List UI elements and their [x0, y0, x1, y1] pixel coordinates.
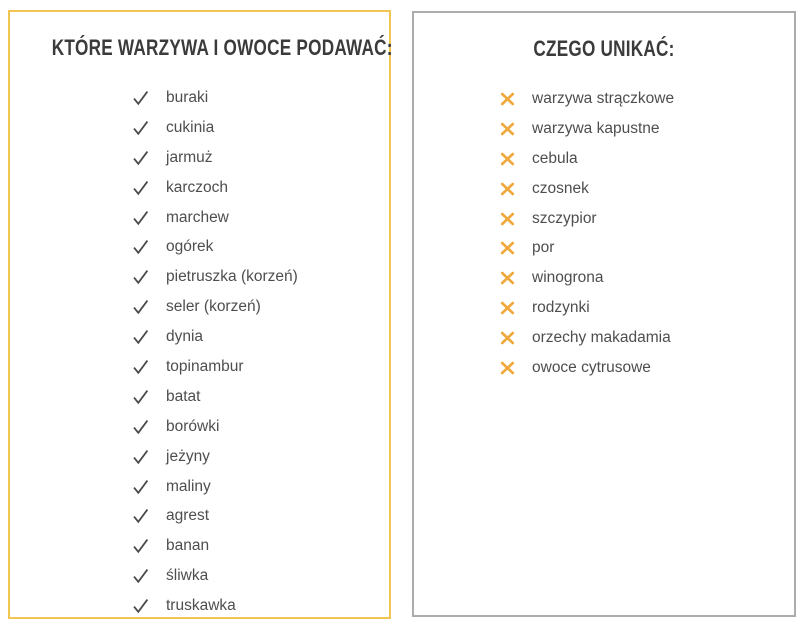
cross-icon [500, 331, 515, 345]
list-item-label: warzywa strączkowe [532, 89, 675, 107]
list-item [132, 352, 389, 382]
list-item-label: banan [166, 537, 210, 555]
list-item-label: rodzynki [532, 299, 590, 317]
check-icon [132, 479, 149, 495]
cross-icon [500, 301, 515, 315]
list-item-label: karczoch [166, 178, 229, 196]
list-item [132, 173, 389, 203]
list-item [132, 531, 389, 561]
list-item [132, 322, 389, 352]
list-item-label: topinambur [166, 357, 244, 375]
list-item-label: jarmuż [166, 148, 213, 166]
list-item-label: cukinia [166, 118, 215, 136]
list-item [500, 233, 794, 263]
list-item [132, 83, 389, 113]
check-icon [132, 419, 149, 435]
avoid-panel-title: CZEGO UNIKAĆ: [533, 36, 675, 61]
list-item [500, 293, 794, 323]
list-item [500, 263, 794, 293]
list-item [132, 113, 389, 143]
cross-icon [500, 152, 515, 166]
check-icon [132, 120, 149, 136]
check-icon [132, 299, 149, 315]
list-item [132, 262, 389, 292]
list-item-label: seler (korzeń) [166, 298, 261, 316]
avoid-panel [412, 11, 796, 617]
avoid-list [414, 84, 794, 383]
cross-icon [500, 241, 515, 255]
list-item-label: maliny [166, 477, 211, 495]
check-icon [132, 568, 149, 584]
list-item-label: śliwka [166, 567, 209, 585]
check-icon [132, 269, 149, 285]
list-item-label: cebula [532, 149, 578, 167]
list-item-label: owoce cytrusowe [532, 358, 651, 376]
list-item [132, 501, 389, 531]
check-icon [132, 538, 149, 554]
cross-icon [500, 122, 515, 136]
check-icon [132, 598, 149, 614]
cross-icon [500, 361, 515, 375]
check-icon [132, 210, 149, 226]
allowed-panel-title: KTÓRE WARZYWA I OWOCE PODAWAĆ: [51, 35, 393, 60]
check-icon [132, 180, 149, 196]
list-item-label: marchew [166, 208, 229, 226]
list-item [132, 203, 389, 233]
list-item [500, 204, 794, 234]
allowed-panel [8, 10, 391, 619]
list-item [132, 232, 389, 262]
list-item-label: por [532, 239, 555, 257]
list-item [500, 174, 794, 204]
list-item-label: jeżyny [166, 447, 210, 465]
cross-icon [500, 182, 515, 196]
cross-icon [500, 92, 515, 106]
list-item [132, 143, 389, 173]
list-item-label: truskawka [166, 597, 236, 615]
check-icon [132, 389, 149, 405]
cross-icon [500, 212, 515, 226]
list-item-label: czosnek [532, 179, 589, 197]
list-item-label: warzywa kapustne [532, 119, 660, 137]
list-item [132, 412, 389, 442]
list-item [500, 144, 794, 174]
check-icon [132, 508, 149, 524]
cross-icon [500, 271, 515, 285]
check-icon [132, 239, 149, 255]
list-item [132, 382, 389, 412]
check-icon [132, 90, 149, 106]
list-item [500, 353, 794, 383]
list-item-label: batat [166, 387, 201, 405]
list-item-label: winogrona [532, 269, 604, 287]
list-item-label: borówki [166, 417, 220, 435]
list-item-label: pietruszka (korzeń) [166, 268, 298, 286]
list-item [132, 292, 389, 322]
check-icon [132, 449, 149, 465]
list-item [500, 323, 794, 353]
check-icon [132, 150, 149, 166]
list-item-label: dynia [166, 328, 204, 346]
check-icon [132, 329, 149, 345]
list-item [132, 472, 389, 502]
list-item [132, 561, 389, 591]
list-item-label: szczypior [532, 209, 597, 227]
check-icon [132, 359, 149, 375]
list-item [132, 591, 389, 621]
list-item [500, 84, 794, 114]
list-item-label: buraki [166, 88, 209, 106]
list-item [500, 114, 794, 144]
allowed-list [10, 83, 389, 621]
list-item-label: ogórek [166, 238, 214, 256]
list-item-label: agrest [166, 507, 210, 525]
list-item [132, 442, 389, 472]
list-item-label: orzechy makadamia [532, 329, 671, 347]
